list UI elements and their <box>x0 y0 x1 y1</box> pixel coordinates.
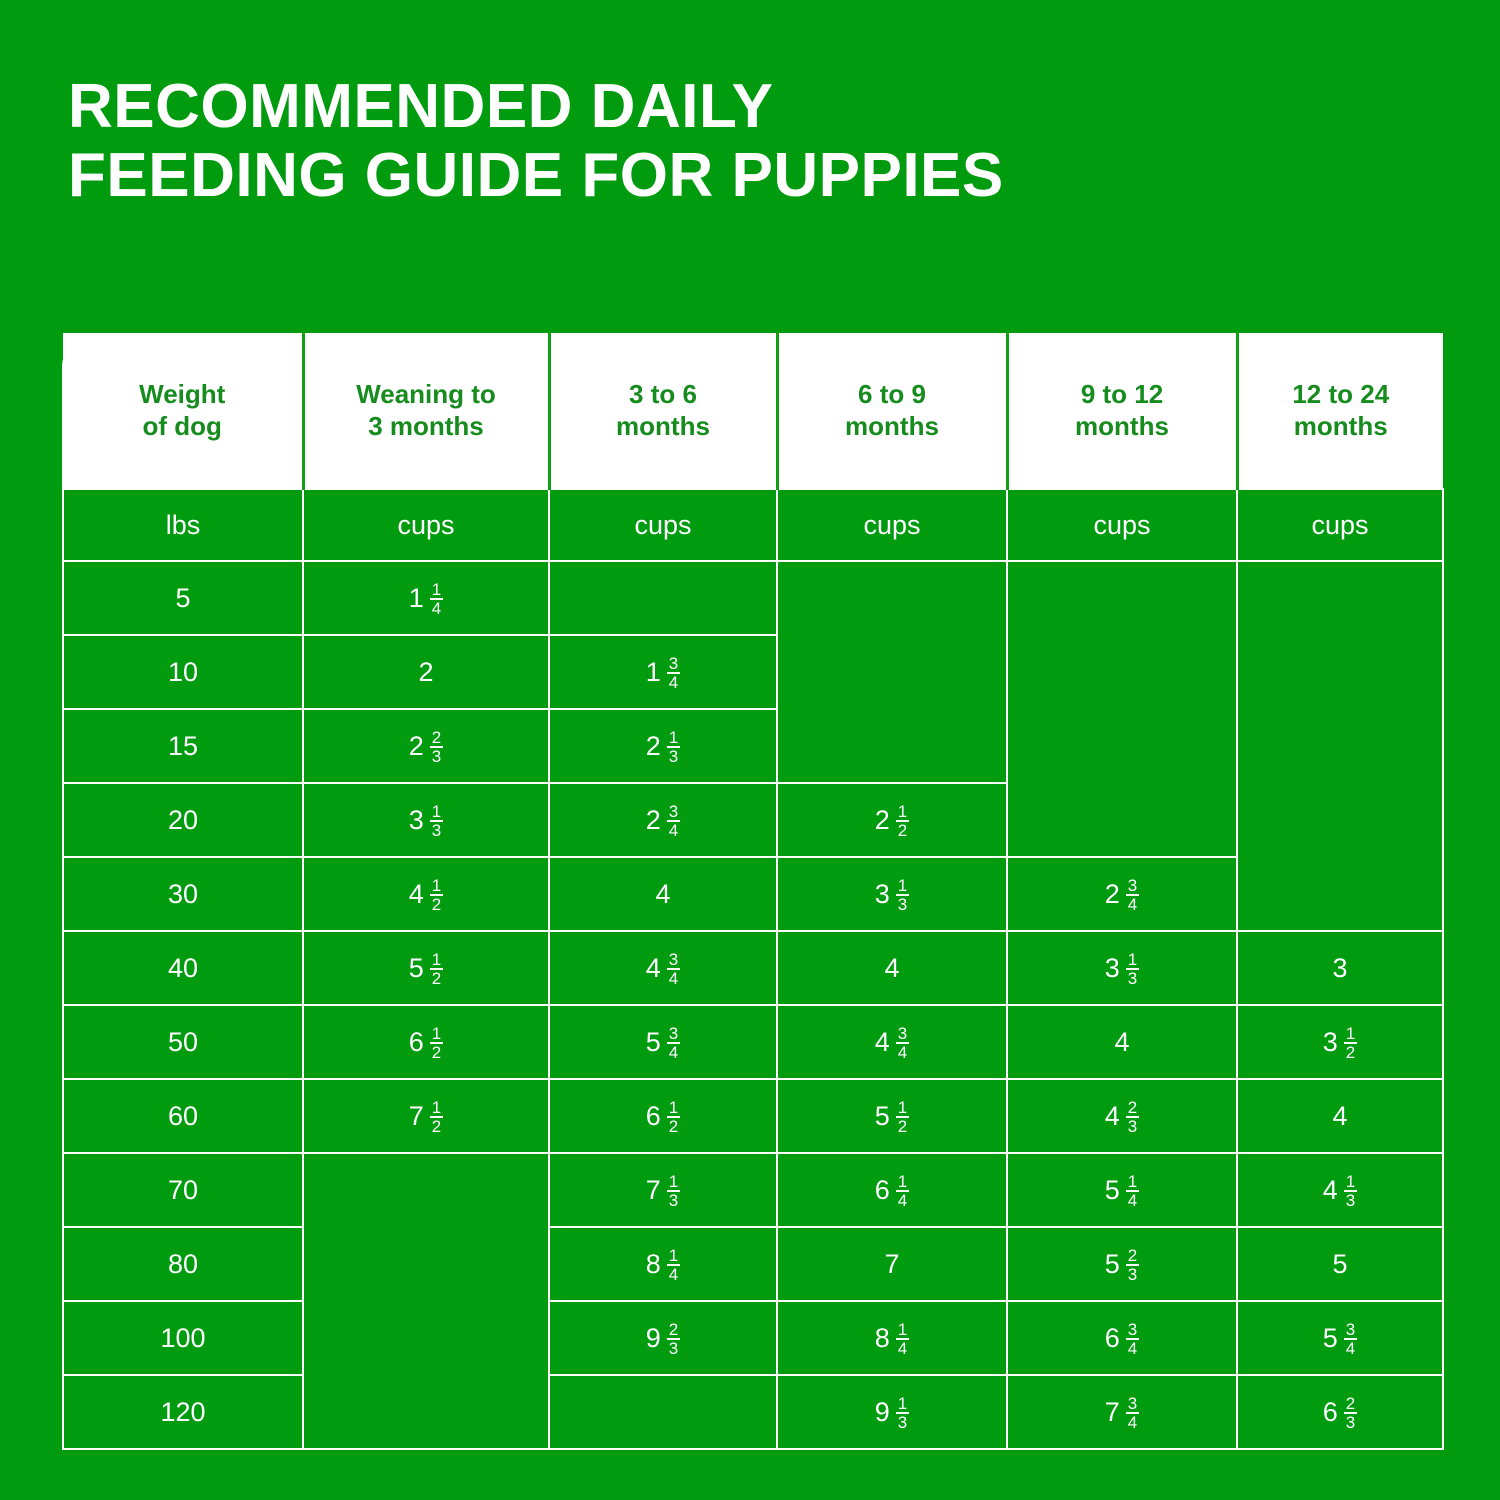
table-row <box>63 931 1443 1005</box>
cell-weaning: 5 $\frac{1}{2}$ <box>303 931 549 1005</box>
feeding-table <box>62 333 1444 1450</box>
cell-3to6: 9 $\frac{2}{3}$ <box>549 1301 777 1375</box>
units-weaning: cups <box>303 489 549 561</box>
cell-12to24: 3 $\frac{1}{2}$ <box>1237 1005 1443 1079</box>
cell-weight: 100 <box>63 1301 303 1375</box>
cell-6to9: 7 <box>777 1227 1007 1301</box>
cell-weight: 40 <box>63 931 303 1005</box>
cell-weaning: 7 $\frac{1}{2}$ <box>303 1079 549 1153</box>
cell-3to6: 4 <box>549 857 777 931</box>
table-row <box>63 561 1443 635</box>
table-row <box>63 1375 1443 1449</box>
cell-6to9: 3 $\frac{1}{3}$ <box>777 857 1007 931</box>
column-header-9to12-line-2: months <box>1075 410 1169 441</box>
cell-12to24: 4 <box>1237 1079 1443 1153</box>
cell-9to12: 5 $\frac{1}{4}$ <box>1007 1153 1237 1227</box>
table-body <box>63 489 1443 1449</box>
column-header-9to12-line-1: 9 to 12 <box>1080 378 1164 409</box>
column-header-6to9-line-1: 6 to 9 <box>858 378 926 409</box>
cell-weight: 80 <box>63 1227 303 1301</box>
cell-12to24: 5 $\frac{3}{4}$ <box>1237 1301 1443 1375</box>
column-header-12-to-24-months <box>1237 333 1443 489</box>
cell-3to6: 2 $\frac{1}{3}$ <box>549 709 777 783</box>
table-row <box>63 857 1443 931</box>
cell-weight: 20 <box>63 783 303 857</box>
page-title-line-2: FEEDING GUIDE FOR PUPPIES <box>68 141 1004 211</box>
table-units-row <box>63 489 1443 561</box>
page-title <box>68 72 1368 211</box>
feeding-table-panel <box>62 333 1442 1432</box>
cell-12to24: 4 $\frac{1}{3}$ <box>1237 1153 1443 1227</box>
units-6to9: cups <box>777 489 1007 561</box>
cell-12to24: 5 <box>1237 1227 1443 1301</box>
column-header-6-to-9-months <box>777 333 1007 489</box>
column-header-weight-line-1: Weight <box>139 378 226 409</box>
cell-9to12: 6 $\frac{3}{4}$ <box>1007 1301 1237 1375</box>
column-header-weaning-line-1: Weaning to <box>356 378 496 409</box>
cell-6to9: 2 $\frac{1}{2}$ <box>777 783 1007 857</box>
cell-weight: 50 <box>63 1005 303 1079</box>
units-3to6: cups <box>549 489 777 561</box>
cell-6to9: 9 $\frac{1}{3}$ <box>777 1375 1007 1449</box>
cell-9to12: 4 $\frac{2}{3}$ <box>1007 1079 1237 1153</box>
empty-cell-6to9 <box>777 561 1007 783</box>
empty-cell-weaning <box>303 1153 549 1449</box>
cell-9to12: 7 $\frac{3}{4}$ <box>1007 1375 1237 1449</box>
table-row <box>63 1005 1443 1079</box>
column-header-weaning-line-2: 3 months <box>368 410 484 441</box>
cell-3to6: 8 $\frac{1}{4}$ <box>549 1227 777 1301</box>
cell-12to24: 3 <box>1237 931 1443 1005</box>
table-header-row <box>63 333 1443 489</box>
column-header-weight <box>63 333 303 489</box>
table-row <box>63 1301 1443 1375</box>
cell-weight: 60 <box>63 1079 303 1153</box>
units-9to12: cups <box>1007 489 1237 561</box>
cell-weight: 5 <box>63 561 303 635</box>
column-header-12to24-line-1: 12 to 24 <box>1292 378 1390 409</box>
column-header-weaning-to-3-months <box>303 333 549 489</box>
cell-weaning: 4 $\frac{1}{2}$ <box>303 857 549 931</box>
empty-cell-12to24 <box>1237 561 1443 931</box>
cell-3to6: 2 $\frac{3}{4}$ <box>549 783 777 857</box>
cell-weight: 15 <box>63 709 303 783</box>
cell-6to9: 4 <box>777 931 1007 1005</box>
cell-weaning: 3 $\frac{1}{3}$ <box>303 783 549 857</box>
table-row <box>63 1153 1443 1227</box>
column-header-weight-line-2: of dog <box>142 410 222 441</box>
cell-weaning: 1 $\frac{1}{4}$ <box>303 561 549 635</box>
empty-cell-3to6 <box>549 561 777 635</box>
cell-weaning: 2 <box>303 635 549 709</box>
cell-weaning: 2 $\frac{2}{3}$ <box>303 709 549 783</box>
column-header-12to24-line-2: months <box>1293 410 1388 441</box>
cell-3to6: 7 $\frac{1}{3}$ <box>549 1153 777 1227</box>
empty-cell-3to6 <box>549 1375 777 1449</box>
empty-cell-9to12 <box>1007 561 1237 857</box>
column-header-3to6-line-2: months <box>616 410 710 441</box>
cell-weaning: 6 $\frac{1}{2}$ <box>303 1005 549 1079</box>
cell-9to12: 2 $\frac{3}{4}$ <box>1007 857 1237 931</box>
column-header-9-to-12-months <box>1007 333 1237 489</box>
table-row <box>63 1079 1443 1153</box>
cell-weight: 70 <box>63 1153 303 1227</box>
cell-6to9: 4 $\frac{3}{4}$ <box>777 1005 1007 1079</box>
cell-6to9: 5 $\frac{1}{2}$ <box>777 1079 1007 1153</box>
cell-weight: 10 <box>63 635 303 709</box>
units-weight: lbs <box>63 489 303 561</box>
cell-3to6: 1 $\frac{3}{4}$ <box>549 635 777 709</box>
cell-9to12: 4 <box>1007 1005 1237 1079</box>
cell-12to24: 6 $\frac{2}{3}$ <box>1237 1375 1443 1449</box>
column-header-3to6-line-1: 3 to 6 <box>629 378 697 409</box>
column-header-3-to-6-months <box>549 333 777 489</box>
cell-6to9: 8 $\frac{1}{4}$ <box>777 1301 1007 1375</box>
cell-weight: 30 <box>63 857 303 931</box>
cell-6to9: 6 $\frac{1}{4}$ <box>777 1153 1007 1227</box>
cell-3to6: 5 $\frac{3}{4}$ <box>549 1005 777 1079</box>
cell-9to12: 3 $\frac{1}{3}$ <box>1007 931 1237 1005</box>
column-header-6to9-line-2: months <box>845 410 939 441</box>
cell-3to6: 4 $\frac{3}{4}$ <box>549 931 777 1005</box>
cell-9to12: 5 $\frac{2}{3}$ <box>1007 1227 1237 1301</box>
cell-weight: 120 <box>63 1375 303 1449</box>
cell-3to6: 6 $\frac{1}{2}$ <box>549 1079 777 1153</box>
units-12to24: cups <box>1237 489 1443 561</box>
page-title-line-1: RECOMMENDED DAILY <box>68 72 774 141</box>
table-row <box>63 1227 1443 1301</box>
